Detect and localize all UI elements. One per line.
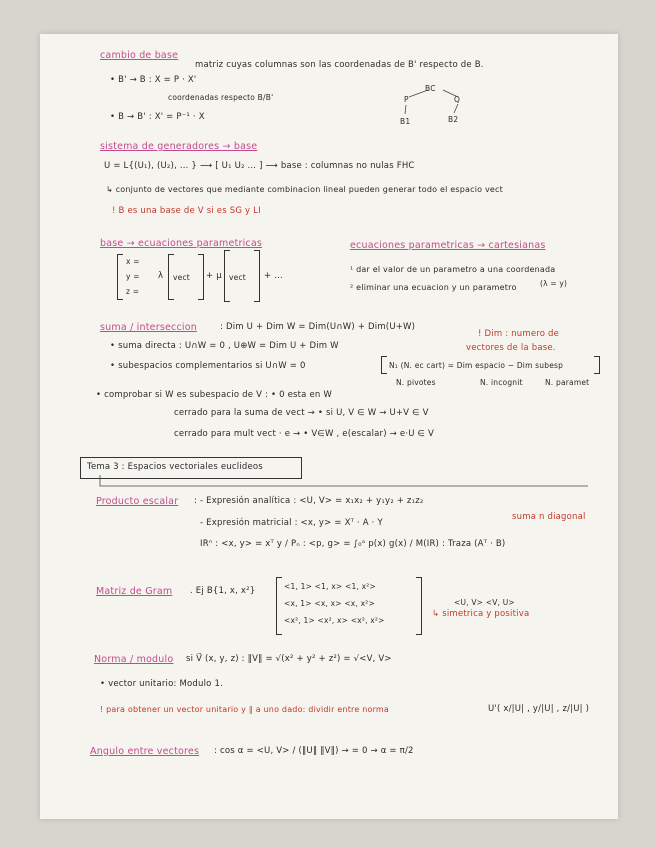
tema-underline [100, 475, 588, 486]
gram-note-1: <U, V> <V, U> [454, 598, 515, 607]
nec-paramet: N. paramet [545, 378, 590, 387]
section-title-producto: Producto escalar [96, 496, 179, 507]
suma-line-1: • suma directa : U∩W = 0 , U⊕W = Dim U + Dim W [110, 341, 339, 351]
gram-note-2: ↳ simetrica y positiva [432, 609, 530, 619]
generadores-line-1: U = L{(U₁), (U₂), ... } ⟶ [ U₁ U₂ ... ] ⟶ base : columnas no nulas FHC [104, 161, 415, 171]
suma-line-4: cerrado para la suma de vect → • si U, V ∈ W → U+V ∈ V [174, 408, 429, 418]
section-title-angulo: Angulo entre vectores [90, 746, 200, 757]
section-title-cartesianas: ecuaciones parametricas → cartesianas [350, 240, 546, 251]
producto-line-2: - Expresión matricial : <x, y> = Xᵀ · A · Y [200, 518, 383, 528]
dim-note-2: vectores de la base. [466, 343, 556, 353]
diagram-q: Q [454, 95, 461, 104]
suma-line-2: • subespacios complementarios si U∩W = 0 [110, 361, 306, 371]
suma-line-3: • comprobar si W es subespacio de V : • 0 esta en W [96, 390, 333, 400]
section-title-cambio-base: cambio de base [100, 50, 179, 61]
norma-line-3: ! para obtener un vector unitario y ∥ a uno dado: dividir entre norma [100, 705, 390, 714]
suma-line-5: cerrado para mult vect · e → • V∈W , e(escalar) → e·U ∈ V [174, 429, 435, 439]
section-title-norma: Norma / modulo [94, 654, 174, 665]
nec-incognit: N. incognit [480, 378, 523, 387]
diagram-b1: B1 [400, 117, 411, 126]
gram-row-3: <x², 1> <x², x> <x², x²> [284, 616, 385, 625]
norma-line-1: si V⃗ (x, y, z) : ‖V‖ = √(x² + y² + z²) = √<V, V> [186, 654, 392, 664]
section-title-gram: Matriz de Gram [96, 586, 173, 597]
cambio-line-1-sub: coordenadas respecto B/B' [168, 93, 274, 102]
diagram-b2: B2 [448, 115, 459, 124]
diagram-edge-q [443, 90, 458, 97]
producto-line-3: IRⁿ : <x, y> = xᵀ y / Pₙ : <p, g> = ∫₀ᵃ p(x) g(x) / M(IR) : Traza (Aᵀ · B) [200, 539, 506, 549]
diagram-edge-b1 [405, 105, 406, 114]
angulo-line-1: : cos α = <U, V> / (‖U‖ ‖V‖) → = 0 → α = π/2 [214, 746, 414, 756]
dim-note-1: ! Dim : numero de [478, 329, 560, 339]
matriz-note: matriz cuyas columnas son las coordenadas de B' respecto de B. [195, 60, 484, 70]
diagram-edge-p [409, 90, 428, 97]
diagram-edge-b2 [454, 104, 458, 113]
gram-example: . Ej B{1, x, x²} [190, 586, 256, 596]
gram-row-2: <x, 1> <x, x> <x, x²> [284, 599, 375, 608]
section-title-suma: suma / interseccion [100, 322, 197, 333]
notes-page [40, 34, 618, 819]
cartesianas-step-2: ² eliminar una ecuacion y un parametro [350, 283, 517, 292]
generadores-line-2: ↳ conjunto de vectores que mediante combinacion lineal pueden generar todo el espacio vect [106, 185, 503, 194]
section-title-ecuaciones: base → ecuaciones parametricas [100, 238, 263, 249]
param-x: x = [126, 257, 140, 266]
param-z: z = [126, 287, 140, 296]
producto-note: suma n diagonal [512, 512, 586, 522]
param-lambda: λ [158, 271, 164, 281]
norma-line-2: • vector unitario: Modulo 1. [100, 679, 223, 689]
param-vec1: vect [173, 273, 190, 282]
param-y: y = [126, 272, 140, 281]
producto-line-1: : - Expresión analítica : <U, V> = x₁x₂ + y₁y₂ + z₁z₂ [194, 496, 424, 506]
gram-row-1: <1, 1> <1, x> <1, x²> [284, 582, 376, 591]
param-dots: + ... [264, 271, 283, 281]
cambio-line-2: • B → B' : X' = P⁻¹ · X [110, 112, 205, 122]
diagram-p: P [404, 95, 409, 104]
suma-formula: : Dim U + Dim W = Dim(U∩W) + Dim(U+W) [220, 322, 416, 332]
annotation-strokes [40, 34, 618, 819]
param-mu: + μ [206, 271, 222, 281]
param-vec2: vect [229, 273, 246, 282]
cambio-line-1: • B' → B : X = P · X' [110, 75, 197, 85]
cartesianas-step-1: ¹ dar el valor de un parametro a una coordenada [350, 265, 556, 274]
diagram-bc: BC [425, 84, 436, 93]
nec-pivotes: N. pivotes [396, 378, 436, 387]
norma-line-3b: U'( x/|U| , y/|U| , z/|U| ) [488, 704, 590, 714]
generadores-line-3: ! B es una base de V si es SG y LI [112, 206, 261, 216]
cartesianas-note: (λ = y) [540, 279, 568, 288]
tema-title: Tema 3 : Espacios vectoriales euclideos [87, 462, 263, 472]
section-title-generadores: sistema de generadores → base [100, 141, 258, 152]
nec-formula: N₁ (N. ec cart) = Dim espacio − Dim subesp [389, 361, 564, 370]
